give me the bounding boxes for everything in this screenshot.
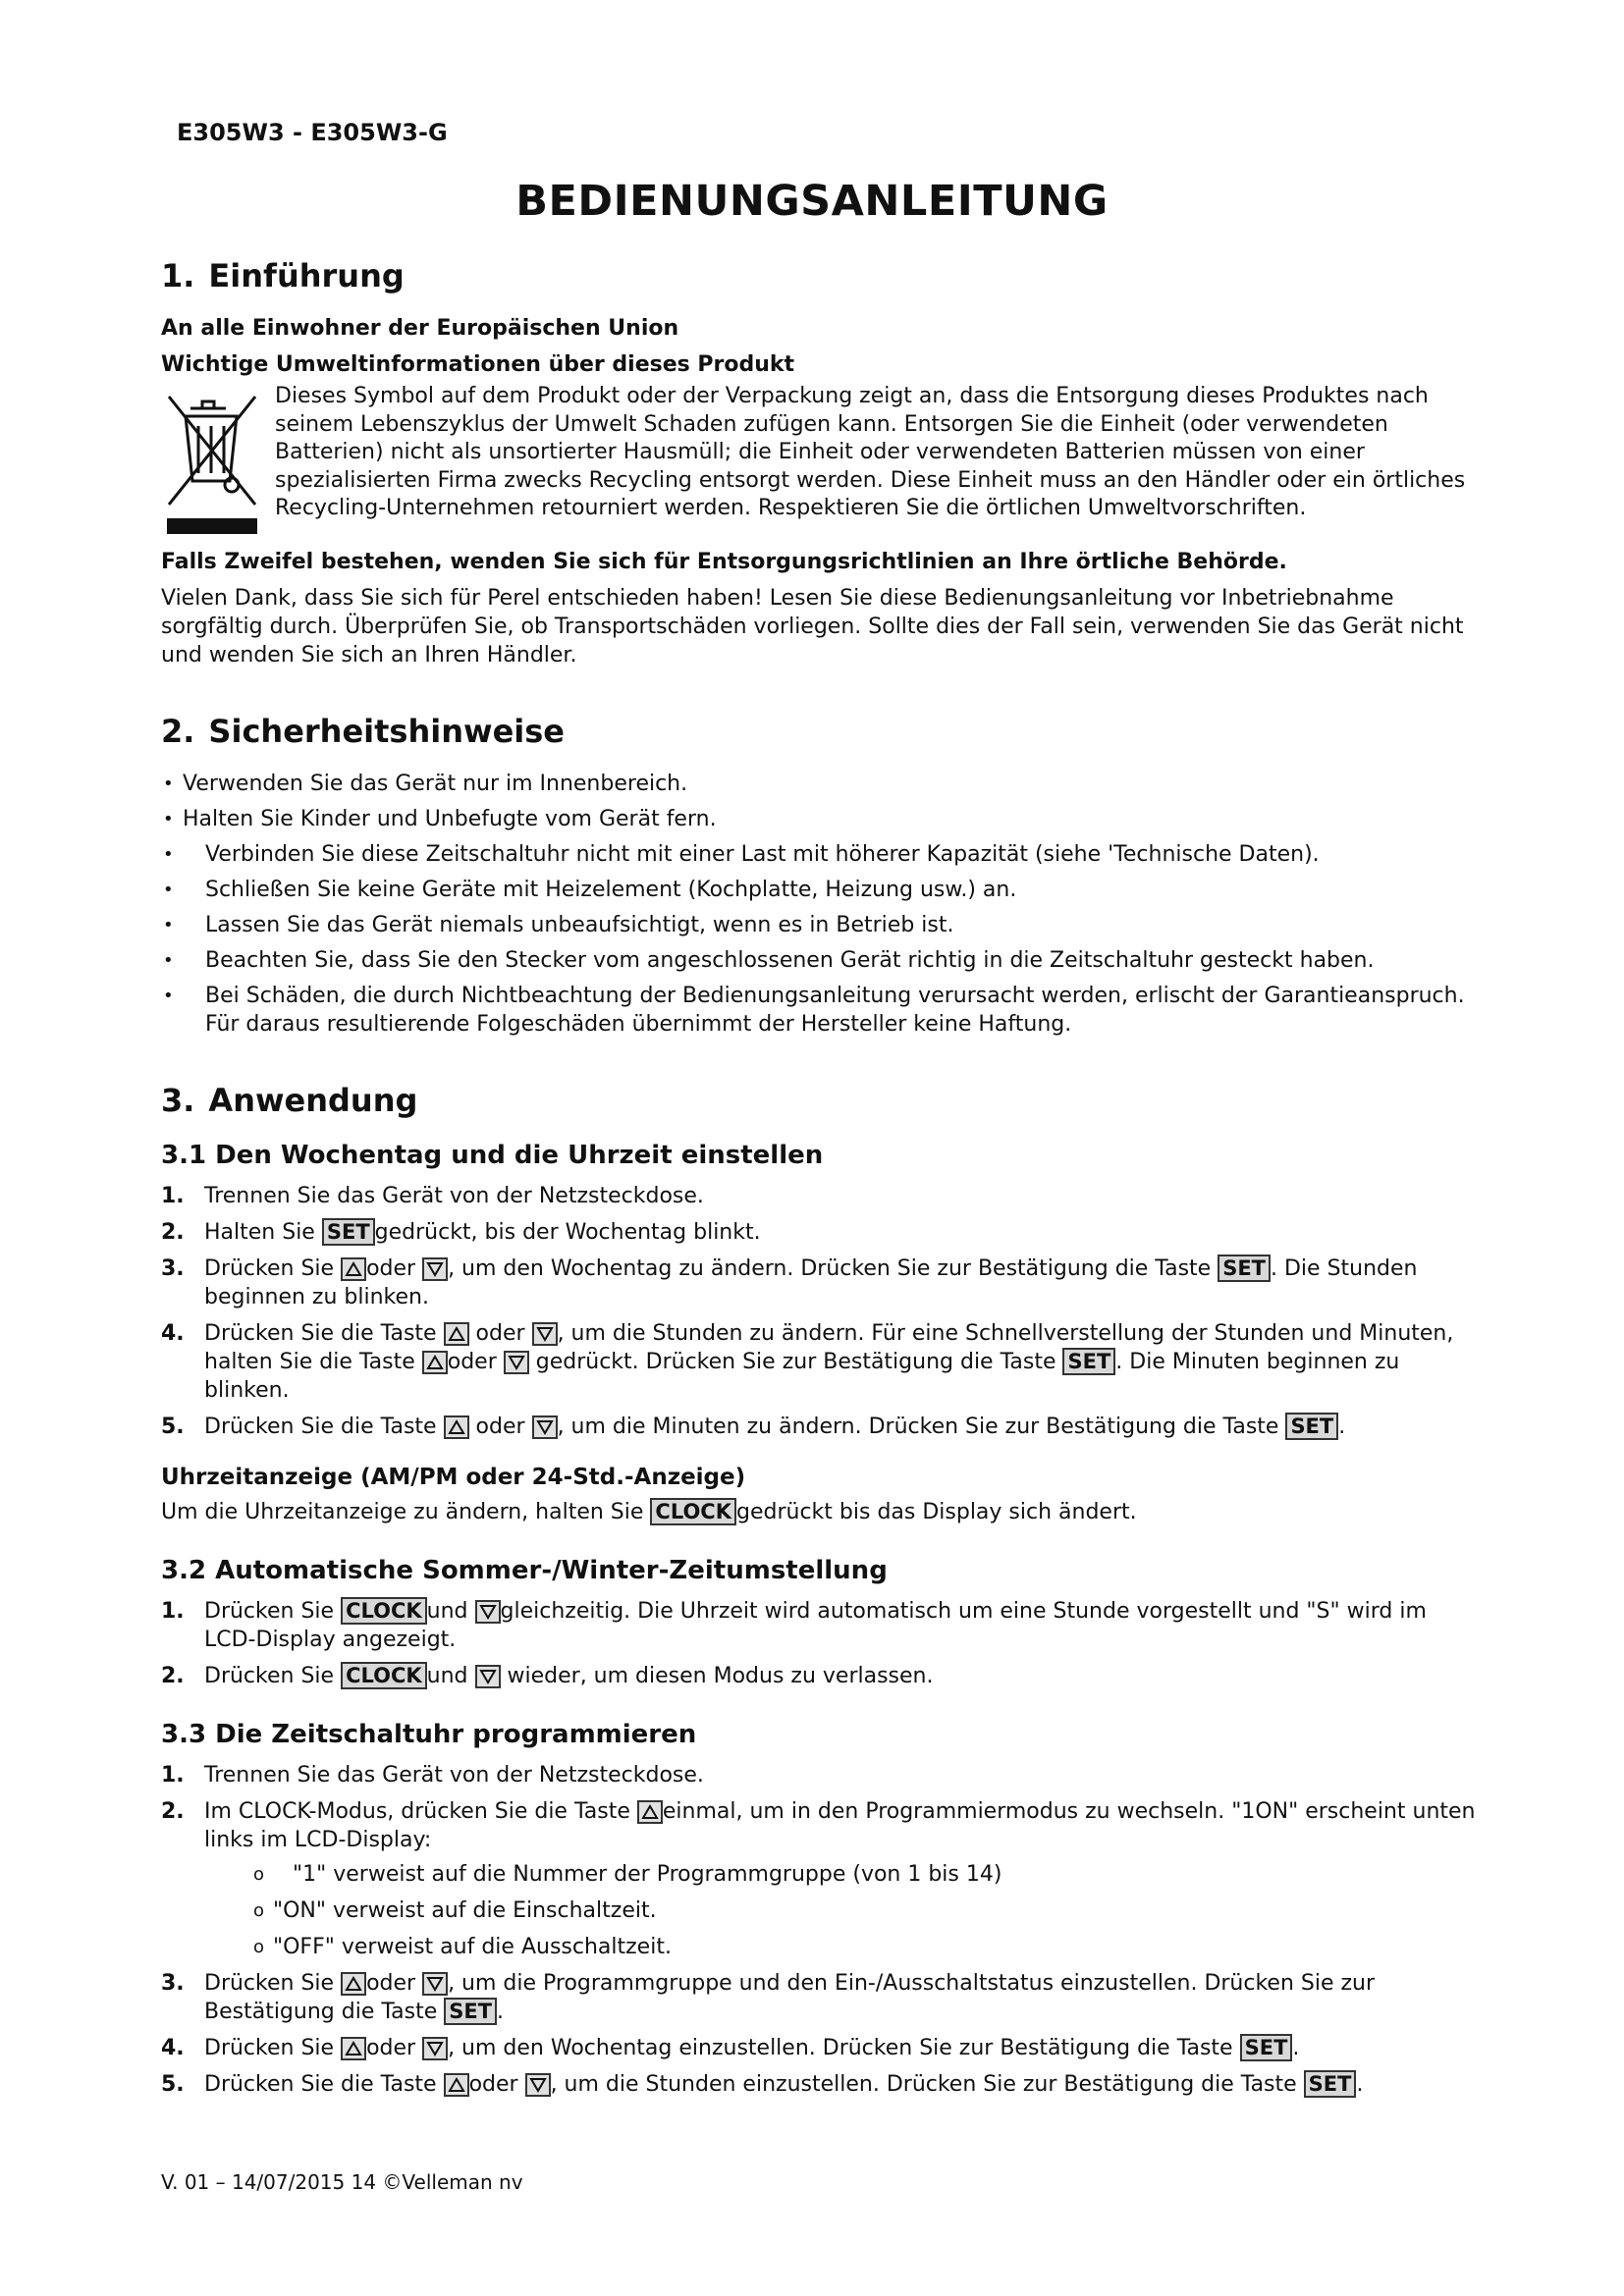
ampm-heading: Uhrzeitanzeige (AM/PM oder 24-Std.-Anzeige) bbox=[161, 1465, 746, 1490]
document-id: E305W3 - E305W3-G bbox=[177, 119, 448, 146]
list-item: 1. Trennen Sie das Gerät von der Netzsteckdose. bbox=[161, 1763, 704, 1788]
content bbox=[161, 257, 1477, 2107]
up-arrow-icon bbox=[341, 1972, 366, 1996]
list-item: • Verbinden Sie diese Zeitschaltuhr nicht mit einer Last mit höherer Kapazität (siehe 'Technische Daten). bbox=[161, 840, 1477, 869]
set-key: SET bbox=[1240, 2034, 1293, 2061]
set-key: SET bbox=[444, 1998, 497, 2025]
ampm-text: Um die Uhrzeitanzeige zu ändern, halten Sie CLOCK gedrückt bis das Display sich ändert. bbox=[161, 1500, 1137, 1524]
list-item: 4. Drücken Sie oder , um den Wochentag einzustellen. Drücken Sie zur Bestätigung die Taste SET . bbox=[161, 2036, 1300, 2060]
down-arrow-icon bbox=[422, 2037, 448, 2060]
up-arrow-icon bbox=[444, 2073, 469, 2097]
up-arrow-icon bbox=[341, 1257, 366, 1281]
sub-item: o "1" verweist auf die Nummer der Programmgruppe (von 1 bis 14) bbox=[204, 1860, 1477, 1889]
set-key: SET bbox=[1218, 1255, 1271, 1282]
list-item: 3. Drücken Sie oder , um den Wochentag zu ändern. Drücken Sie zur Bestätigung die Taste SET . Die Stunden beginnen zu blinken. bbox=[161, 1256, 1418, 1309]
weee-bin-icon bbox=[161, 383, 263, 538]
up-arrow-icon bbox=[637, 1800, 663, 1824]
thanks-paragraph: Vielen Dank, dass Sie sich für Perel entschieden haben! Lesen Sie diese Bedienungsanleitung vor Inbetriebnahme sorgfältig durch. Überprüfen Sie, ob Transportschäden vorliegen. Sollte dies der Fall sein, verwenden Sie das Gerät nicht und wenden Sie sich an Ihren Händler. bbox=[161, 586, 1464, 667]
down-arrow-icon bbox=[525, 2073, 551, 2097]
list-item: 2. Halten Sie SET gedrückt, bis der Wochentag blinkt. bbox=[161, 1220, 761, 1245]
subsection-heading-3-3: 3.3 Die Zeitschaltuhr programmieren bbox=[161, 1720, 697, 1749]
up-arrow-icon bbox=[444, 1322, 469, 1346]
subsection-heading-3-2: 3.2 Automatische Sommer-/Winter-Zeitumstellung bbox=[161, 1556, 888, 1585]
down-arrow-icon bbox=[504, 1351, 529, 1374]
list-item: • Lassen Sie das Gerät niemals unbeaufsichtigt, wenn es in Betrieb ist. bbox=[161, 911, 1477, 939]
down-arrow-icon bbox=[422, 1972, 448, 1996]
steps-3-3 bbox=[161, 1761, 1477, 2099]
list-item: • Schließen Sie keine Geräte mit Heizelement (Kochplatte, Heizung usw.) an. bbox=[161, 876, 1477, 904]
steps-3-1 bbox=[161, 1182, 1477, 1441]
set-key: SET bbox=[1062, 1348, 1115, 1375]
clock-key: CLOCK bbox=[341, 1662, 427, 1689]
down-arrow-icon bbox=[422, 1257, 448, 1281]
weee-block bbox=[161, 383, 1477, 538]
up-arrow-icon bbox=[422, 1351, 448, 1374]
section-heading-safety: 2. Sicherheitshinweise bbox=[161, 713, 565, 750]
list-item: 3. Drücken Sie oder , um die Programmgruppe und den Ein-/Ausschaltstatus einzustellen. Drücken Sie zur Bestätigung die Taste SET . bbox=[161, 1971, 1376, 2024]
weee-text: Dieses Symbol auf dem Produkt oder der Verpackung zeigt an, dass die Entsorgung dieses Produktes nach seinem Lebenszyklus der Umwelt Schaden zufügen kann. Entsorgen Sie die Einheit (oder verwendeten Batterien) nicht als unsortierter Hausmüll; die Einheit oder verwendeten Batterien müssen von einer spezialisierten Firma zwecks Recycling entsorgt werden. Diese Einheit muss an den Händler oder ein örtliches Recycling-Unternehmen retourniert werden. Respektieren Sie die örtlichen Umweltvorschriften. bbox=[275, 384, 1466, 520]
subsection-heading-3-1: 3.1 Den Wochentag und die Uhrzeit einstellen bbox=[161, 1141, 824, 1170]
down-arrow-icon bbox=[532, 1415, 558, 1439]
safety-list bbox=[161, 770, 1477, 1039]
list-item: 1. Drücken Sie CLOCK und gleichzeitig. Die Uhrzeit wird automatisch um eine Stunde vorgestellt und "S" wird im LCD-Display angezeigt. bbox=[161, 1599, 1427, 1652]
list-item: 1. Trennen Sie das Gerät von der Netzsteckdose. bbox=[161, 1184, 704, 1208]
list-item: 5. Drücken Sie die Taste oder , um die Stunden einzustellen. Drücken Sie zur Bestätigung die Taste SET . bbox=[161, 2072, 1364, 2097]
list-item: 5. Drücken Sie die Taste oder , um die Minuten zu ändern. Drücken Sie zur Bestätigung die Taste SET . bbox=[161, 1415, 1346, 1439]
section-usage bbox=[161, 1082, 1477, 2099]
set-key: SET bbox=[1285, 1413, 1338, 1440]
section-heading-usage: 3. Anwendung bbox=[161, 1082, 418, 1119]
environment-info-heading: Wichtige Umweltinformationen über dieses Produkt bbox=[161, 352, 795, 377]
list-item: • Verwenden Sie das Gerät nur im Innenbereich. bbox=[161, 770, 1477, 798]
list-item: 4. Drücken Sie die Taste oder , um die Stunden zu ändern. Für eine Schnellverstellung der Stunden und Minuten, halten Sie die Taste oder gedrückt. Drücken Sie zur Bestätigung die Taste SET . Die Minuten beginnen zu blinken. bbox=[161, 1321, 1454, 1403]
list-item: 2. Drücken Sie CLOCK und wieder, um diesen Modus zu verlassen. bbox=[161, 1664, 934, 1688]
section-safety bbox=[161, 713, 1477, 1039]
up-arrow-icon bbox=[341, 2037, 366, 2060]
doubt-note: Falls Zweifel bestehen, wenden Sie sich für Entsorgungsrichtlinien an Ihre örtliche Behörde. bbox=[161, 550, 1287, 574]
list-item: • Bei Schäden, die durch Nichtbeachtung der Bedienungsanleitung verursacht werden, erlischt der Garantieanspruch. Für daraus resultierende Folgeschäden übernimmt der Hersteller keine Haftung. bbox=[161, 982, 1477, 1039]
up-arrow-icon bbox=[444, 1415, 469, 1439]
list-item: • Beachten Sie, dass Sie den Stecker vom angeschlossenen Gerät richtig in die Zeitschaltuhr gesteckt haben. bbox=[161, 946, 1477, 975]
eu-residents-heading: An alle Einwohner der Europäischen Union bbox=[161, 316, 679, 341]
sub-item: o "ON" verweist auf die Einschaltzeit. bbox=[204, 1896, 1477, 1925]
set-key: SET bbox=[322, 1218, 375, 1246]
down-arrow-icon bbox=[475, 1600, 501, 1624]
list-item: • Halten Sie Kinder und Unbefugte vom Gerät fern. bbox=[161, 805, 1477, 833]
clock-key: CLOCK bbox=[341, 1597, 427, 1625]
page-title: BEDIENUNGSANLEITUNG bbox=[515, 177, 1109, 226]
list-item: 2. Im CLOCK-Modus, drücken Sie die Taste einmal, um in den Programmiermodus zu wechseln. "1ON" erscheint unten links im LCD-Display: o "1" verweist auf die Nummer der Programmgruppe (von 1 bis 14) o "ON" verweist auf die Einschaltzeit. o "OFF" verweist auf die Ausschaltzeit. bbox=[161, 1797, 1477, 1961]
footer: V. 01 – 14/07/2015 14 ©Velleman nv bbox=[161, 2170, 523, 2194]
down-arrow-icon bbox=[475, 1665, 501, 1688]
sub-item: o "OFF" verweist auf die Ausschaltzeit. bbox=[204, 1933, 1477, 1961]
down-arrow-icon bbox=[532, 1322, 558, 1346]
sub-list bbox=[204, 1860, 1477, 1961]
steps-3-2 bbox=[161, 1597, 1477, 1690]
section-heading-intro: 1. Einführung bbox=[161, 257, 405, 294]
clock-key: CLOCK bbox=[650, 1498, 736, 1525]
set-key: SET bbox=[1304, 2070, 1357, 2098]
